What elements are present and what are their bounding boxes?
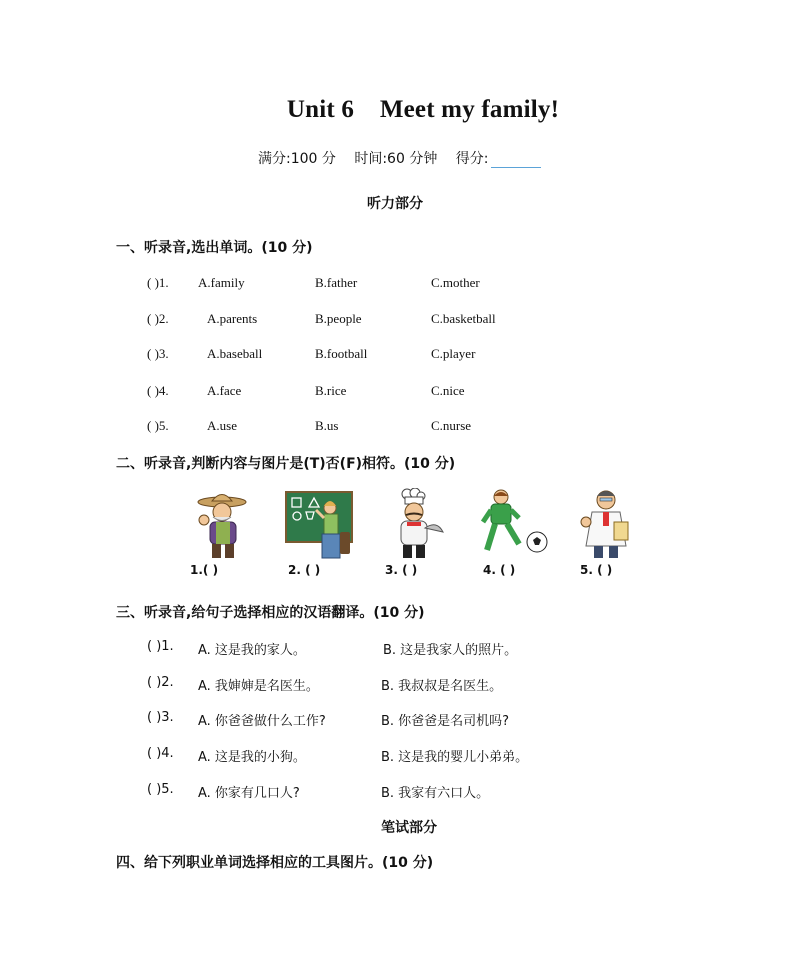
picture-1: [180, 488, 260, 580]
option-b: B. 这是我家人的照片。: [383, 643, 518, 658]
farmer-icon: [186, 488, 252, 560]
option-a: A. 你家有几口人?: [198, 786, 300, 801]
answer-blank[interactable]: ( )3.: [147, 346, 169, 361]
option-b: B. 我家有六口人。: [381, 786, 490, 801]
answer-blank[interactable]: ( )2.: [147, 311, 169, 326]
doctor-icon: [576, 488, 642, 560]
picture-5: [570, 488, 650, 580]
option-a: A. 你爸爸做什么工作?: [198, 714, 326, 729]
option-a: A. 这是我的家人。: [198, 643, 306, 658]
option-a: A. 这是我的小狗。: [198, 750, 306, 765]
option-b: B.father: [315, 275, 358, 290]
option-a: A.family: [198, 275, 245, 290]
picture-4: [473, 488, 553, 580]
option-c: C.nice: [431, 383, 465, 398]
score-label: 得分:: [455, 151, 489, 167]
option-b: B. 你爸爸是名司机吗?: [381, 714, 510, 729]
answer-blank[interactable]: ( )5.: [147, 418, 169, 433]
cook-icon: [381, 488, 447, 560]
answer-blank[interactable]: ( )1.: [147, 639, 174, 654]
option-c: C.mother: [431, 275, 480, 290]
picture-row: [180, 488, 640, 580]
option-b: B. 这是我的婴儿小弟弟。: [381, 750, 529, 765]
answer-blank[interactable]: ( )1.: [147, 275, 169, 290]
option-b: B.people: [315, 311, 362, 326]
option-b: B.us: [315, 418, 339, 433]
picture-label: 4. ( ): [483, 563, 516, 577]
answer-blank[interactable]: ( )2.: [147, 675, 174, 690]
page-title: Unit 6 Meet my family!: [286, 96, 560, 123]
writing-part-heading: 笔试部分: [381, 820, 437, 836]
football-player-icon: [479, 488, 551, 560]
picture-label: 1.( ): [190, 563, 219, 577]
section3-row-1: [0, 639, 794, 659]
option-b: B. 我叔叔是名医生。: [381, 679, 503, 694]
full-score: 满分:100 分: [258, 151, 336, 167]
section1-row-4: [0, 383, 794, 403]
option-b: B.rice: [315, 383, 347, 398]
section1-row-3: [0, 346, 794, 366]
section3-row-5: [0, 782, 794, 802]
section2-heading: 二、听录音,判断内容与图片是(T)否(F)相符。(10 分): [116, 456, 456, 472]
exam-time: 时间:60 分钟: [354, 151, 438, 167]
section1-row-5: [0, 418, 794, 438]
section3-row-2: [0, 675, 794, 695]
picture-2: [278, 488, 358, 580]
picture-label: 3. ( ): [385, 563, 418, 577]
section1-row-1: [0, 275, 794, 295]
option-a: A.face: [207, 383, 242, 398]
section1-row-2: [0, 311, 794, 331]
option-a: A. 我婶婶是名医生。: [198, 679, 319, 694]
answer-blank[interactable]: ( )4.: [147, 746, 174, 761]
answer-blank[interactable]: ( )4.: [147, 383, 169, 398]
picture-3: [375, 488, 455, 580]
option-a: A.parents: [207, 311, 258, 326]
score-blank[interactable]: [491, 153, 541, 168]
teacher-icon: [284, 488, 356, 560]
option-a: A.use: [207, 418, 237, 433]
answer-blank[interactable]: ( )3.: [147, 710, 174, 725]
section4-heading: 四、给下列职业单词选择相应的工具图片。(10 分): [116, 855, 434, 871]
exam-meta: [258, 148, 555, 168]
option-b: B.football: [315, 346, 368, 361]
section1-heading: 一、听录音,选出单词。(10 分): [116, 240, 313, 256]
option-c: C.player: [431, 346, 476, 361]
option-a: A.baseball: [207, 346, 263, 361]
listening-part-heading: 听力部分: [367, 196, 423, 212]
section3-heading: 三、听录音,给句子选择相应的汉语翻译。(10 分): [116, 605, 425, 621]
picture-label: 5. ( ): [580, 563, 613, 577]
section3-row-4: [0, 746, 794, 766]
picture-label: 2. ( ): [288, 563, 321, 577]
option-c: C.nurse: [431, 418, 472, 433]
answer-blank[interactable]: ( )5.: [147, 782, 174, 797]
option-c: C.basketball: [431, 311, 496, 326]
section3-row-3: [0, 710, 794, 730]
